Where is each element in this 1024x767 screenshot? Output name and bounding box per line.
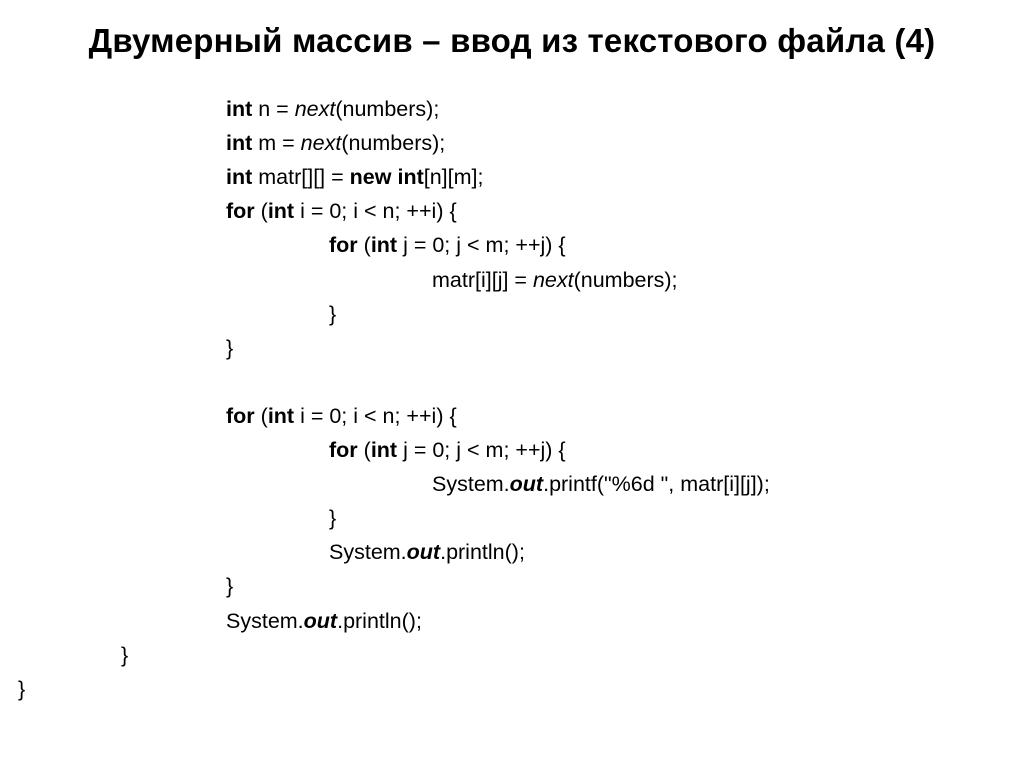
code-text: m = [252,131,301,156]
code-keyword: for [226,403,255,428]
code-line [329,535,525,569]
slide-title: Двумерный массив – ввод из текстового файла (4) [88,22,936,59]
code-emphasis: next [532,267,574,292]
code-line [226,194,457,228]
code-text: (numbers); [341,131,446,156]
code-text: ( [254,199,268,224]
code-text: ( [254,403,268,428]
code-keyword: int [226,131,253,156]
code-line [432,263,678,297]
code-emphasis: next [294,97,336,121]
code-keyword: int [267,199,295,224]
code-text: } [329,301,337,326]
code-keyword: int [226,97,253,121]
code-text: ( [357,438,371,462]
code-text: System. [329,540,407,565]
code-text: .println(); [337,608,422,633]
code-keyword: int [370,438,398,462]
code-text: (numbers); [335,97,440,121]
code-text: j = 0; j < m; ++j) { [397,438,566,462]
code-emphasis: out [509,472,544,497]
code-line [226,604,422,638]
code-text: } [18,676,26,701]
code-line [329,228,566,262]
code-line [226,160,483,194]
code-line [226,92,439,126]
code-keyword: for [329,438,358,462]
code-text: .printf("%6d ", matr[i][j]); [543,472,770,497]
code-emphasis: next [300,131,342,156]
code-keyword: for [329,233,358,258]
code-emphasis: out [303,608,338,633]
code-text: i = 0; i < n; ++i) { [294,403,457,428]
code-line [329,501,336,535]
code-text: i = 0; i < n; ++i) { [294,199,457,224]
code-text: } [329,506,337,531]
code-text: [n][m]; [423,165,484,190]
code-text: } [226,574,234,599]
code-keyword: new [349,165,392,190]
code-emphasis: out [406,540,441,565]
code-text: matr[i][j] = [432,267,533,292]
code-text: } [226,335,234,360]
code-text: n = [252,97,295,121]
code-text: j = 0; j < m; ++j) { [397,233,566,258]
code-keyword: int [370,233,398,258]
code-line [121,638,128,672]
code-text: matr[][] = [252,165,350,190]
code-text: System. [432,472,510,497]
code-keyword: for [226,199,255,224]
code-line [329,433,566,467]
code-text: ( [357,233,371,258]
code-text: System. [226,608,304,633]
code-keyword: int [267,403,295,428]
code-keyword: int [397,165,424,190]
code-line [432,467,770,501]
code-line [226,569,233,603]
code-line [226,399,457,433]
code-line [18,672,25,706]
code-text: .println(); [440,540,525,565]
code-keyword: int [226,165,253,190]
code-text: (numbers); [573,267,678,292]
code-text: } [121,642,129,667]
code-line [226,331,233,365]
code-line [226,126,445,160]
code-line [329,297,336,331]
